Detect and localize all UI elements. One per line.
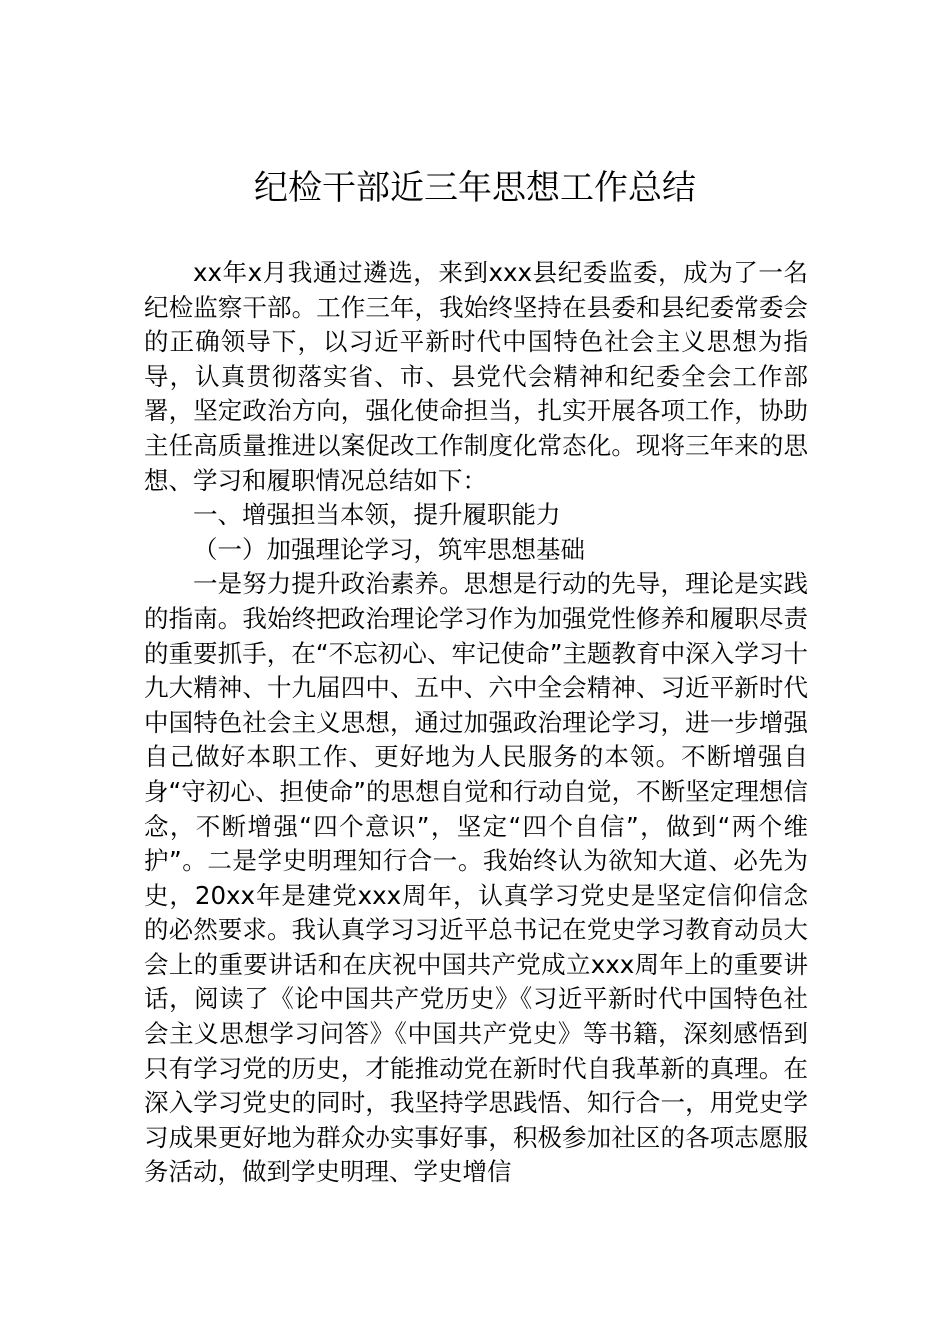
document-body bbox=[144, 256, 808, 1190]
intro-paragraph: xx年x月我通过遴选，来到xxx县纪委监委，成为了一名纪检监察干部。工作三年，我始终坚持在县委和县纪委常委会的正确领导下，以习近平新时代中国特色社会主义思想为指导，认真贯彻落实省、市、县党代会精神和纪委全会工作部署，坚定政治方向，强化使命担当，扎实开展各项工作，协助主任高质量推进以案促改工作制度化常态化。现将三年来的思想、学习和履职情况总结如下： bbox=[144, 258, 808, 495]
subsection-heading: （一）加强理论学习，筑牢思想基础 bbox=[193, 534, 585, 564]
document-title: 纪检干部近三年思想工作总结 bbox=[254, 168, 696, 208]
section-heading: 一、增强担当本领，提升履职能力 bbox=[193, 500, 561, 530]
body-paragraph: 一是努力提升政治素养。思想是行动的先导，理论是实践的指南。我始终把政治理论学习作为加强党性修养和履职尽责的重要抓手，在“不忘初心、牢记使命”主题教育中深入学习十九大精神、十九届四中、五中、六中全会精神、习近平新时代中国特色社会主义思想，通过加强政治理论学习，进一步增强自己做好本职工作、更好地为人民服务的本领。不断增强自身“守初心、担使命”的思想自觉和行动自觉，不断坚定理想信念，不断增强“四个意识”，坚定“四个自信”，做到“两个维护”。二是学史明理知行合一。我始终认为欲知大道、必先为史，20xx年是建党xxx周年，认真学习党史是坚定信仰信念的必然要求。我认真学习习近平总书记在党史学习教育动员大会上的重要讲话和在庆祝中国共产党成立xxx周年上的重要讲话，阅读了《论中国共产党历史》《习近平新时代中国特色社会主义思想学习问答》《中国共产党史》等书籍，深刻感悟到只有学习党的历史，才能推动党在新时代自我革新的真理。在深入学习党史的同时，我坚持学思践悟、知行合一，用党史学习成果更好地为群众办实事好事，积极参加社区的各项志愿服务活动，做到学史明理、学史增信 bbox=[144, 569, 808, 1187]
